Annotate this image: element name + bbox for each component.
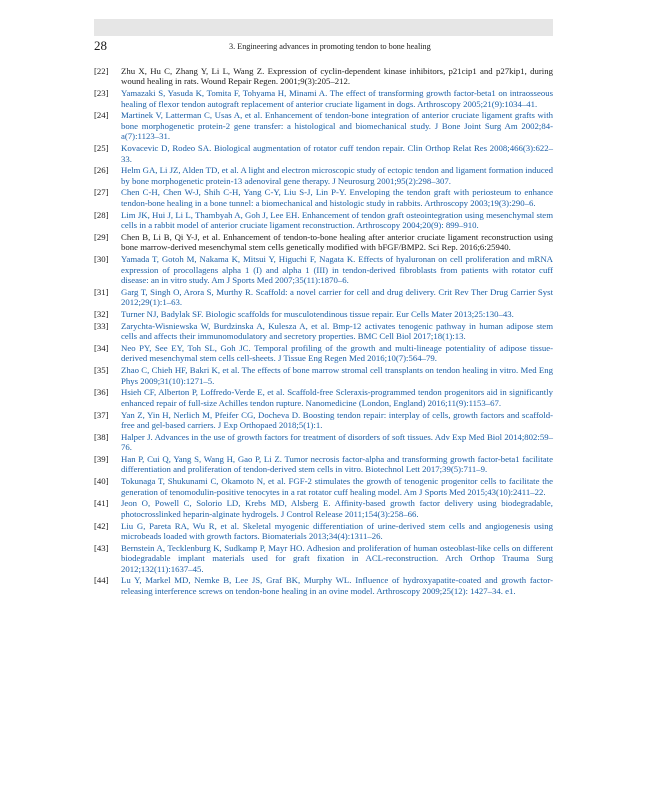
reference-link[interactable]: Tokunaga T, Shukunami C, Okamoto N, et al. FGF-2 stimulates the growth of tenogenic progenitor cells to facilitate the generation of tenomodulin-positive tenocytes in a rat rotator cuff healing model. Am J Sports Med 2015;43(10):2411–22.	[121, 476, 553, 497]
reference-number: [25]	[94, 143, 109, 154]
reference-item	[94, 543, 553, 574]
reference-number: [36]	[94, 387, 109, 398]
reference-text: Chen B, Li B, Qi Y-J, et al. Enhancement of tendon-to-bone healing after anterior cruciate ligament reconstruction using bone marrow-derived mesenchymal stem cells genetically modified with bFGF/BMP2. Sci Rep. 2016;6:25940.	[121, 231, 553, 253]
reference-number: [32]	[94, 308, 109, 319]
reference-number: [30]	[94, 254, 109, 265]
reference-link[interactable]: Hsieh CF, Alberton P, Loffredo-Verde E, et al. Scaffold-free Scleraxis-programmed tendon progenitors aid in significantly enhanced repair of full-size Achilles tendon rupture. Nanomedicine (London, England) 2016;11(9):1153–67.	[121, 387, 553, 408]
reference-number: [22]	[94, 66, 109, 76]
reference-item	[94, 476, 553, 497]
reference-item	[94, 387, 553, 408]
reference-link[interactable]: Halper J. Advances in the use of growth factors for treatment of disorders of soft tissues. Adv Exp Med Biol 2014;802:59–76.	[121, 431, 553, 453]
reference-link[interactable]: Garg T, Singh O, Arora S, Murthy R. Scaffold: a novel carrier for cell and drug delivery. Crit Rev Ther Drug Carrier Syst 2012;29(1):1–63.	[121, 286, 553, 308]
reference-text: Zhu X, Hu C, Zhang Y, Li L, Wang Z. Expression of cyclin-dependent kinase inhibitors, p21cip1 and p27kip1, during wound healing in rats. Wound Repair Regen. 2001;9(3):205–212.	[121, 66, 553, 87]
reference-item	[94, 110, 553, 141]
reference-link[interactable]: Yamada T, Gotoh M, Nakama K, Mitsui Y, Higuchi F, Nagata K. Effects of hyaluronan on cell proliferation and mRNA expression of procollagens alpha 1 (I) and alpha 1 (III) in tendon-derived fibroblasts from patients with rotator cuff disease: an in vitro study. Am J Sports Med 2007;35(11):1870–6.	[121, 254, 553, 285]
reference-item	[94, 365, 553, 386]
reference-item	[94, 187, 553, 208]
reference-number: [37]	[94, 409, 109, 420]
reference-number: [29]	[94, 231, 109, 242]
reference-number: [42]	[94, 520, 109, 531]
reference-number: [38]	[94, 431, 109, 442]
reference-item	[94, 343, 553, 364]
reference-number: [33]	[94, 320, 109, 331]
reference-link[interactable]: Neo PY, See EY, Toh SL, Goh JC. Temporal profiling of the growth and multi-lineage potentiality of adipose tissue-derived mesenchymal stem cells cell-sheets. J Tissue Eng Regen Med 2016;10(7):564–79.	[121, 342, 553, 364]
reference-link[interactable]: Helm GA, Li JZ, Alden TD, et al. A light and electron microscopic study of ectopic tendon and ligament formation induced by bone morphogenetic protein-13 adenoviral gene therapy. J Neurosurg 2001;95(2):298–307.	[121, 165, 553, 186]
running-title: 3. Engineering advances in promoting tendon to bone healing	[229, 42, 431, 51]
reference-link[interactable]: Yamazaki S, Yasuda K, Tomita F, Tohyama H, Minami A. The effect of transforming growth factor-beta1 on intraosseous healing of flexor tendon autograft replacement of anterior cruciate ligament in dogs. Arthroscopy 2005;21(9):1034–41.	[121, 88, 553, 109]
reference-item	[94, 165, 553, 186]
reference-item	[94, 454, 553, 475]
reference-link[interactable]: Turner NJ, Badylak SF. Biologic scaffolds for musculotendinous tissue repair. Eur Cells Mater 2013;25:130–43.	[121, 308, 514, 319]
reference-number: [23]	[94, 88, 109, 99]
reference-list	[94, 66, 553, 598]
reference-link[interactable]: Zarychta-Wisniewska W, Burdzinska A, Kulesza A, et al. Bmp-12 activates tenogenic pathway in human adipose stem cells and affects their immunomodulatory and secretory properties. BMC Cell Biol 2017;18(1):13.	[121, 320, 553, 342]
reference-item	[94, 410, 553, 431]
reference-link[interactable]: Bernstein A, Tecklenburg K, Sudkamp P, Mayr HO. Adhesion and proliferation of human osteoblast-like cells on different biodegradable implant materials used for graft fixation in ACL-reconstruction. Arch Orthop Trauma Surg 2012;132(11):1637–45.	[121, 542, 553, 574]
reference-item	[94, 287, 553, 308]
reference-item	[94, 309, 553, 319]
reference-number: [41]	[94, 498, 109, 509]
reference-number: [26]	[94, 165, 109, 176]
header-bar	[94, 19, 553, 36]
reference-item	[94, 88, 553, 109]
reference-link[interactable]: Liu G, Pareta RA, Wu R, et al. Skeletal myogenic differentiation of urine-derived stem cells and angiogenesis using microbeads loaded with growth factors. Biomaterials 2013;34(4):1311–26.	[121, 520, 553, 541]
reference-number: [40]	[94, 476, 109, 487]
reference-item	[94, 521, 553, 542]
reference-item	[94, 321, 553, 342]
reference-link[interactable]: Jeon O, Powell C, Solorio LD, Krebs MD, Alsberg E. Affinity-based growth factor delivery using biodegradable, photocrosslinked heparin-alginate hydrogels. J Control Release 2011;154(3):258–66.	[121, 498, 553, 519]
page-number: 28	[94, 38, 107, 53]
reference-number: [31]	[94, 286, 109, 297]
reference-link[interactable]: Martinek V, Latterman C, Usas A, et al. Enhancement of tendon-bone integration of anterior cruciate ligament grafts with bone morphogenetic protein-2 gene transfer: a histological and biomechanical study. J Bone Joint Surg Am 2002;84-a(7):1123–31.	[121, 110, 553, 142]
reference-number: [43]	[94, 542, 109, 553]
reference-link[interactable]: Lu Y, Markel MD, Nemke B, Lee JS, Graf BK, Murphy WL. Influence of hydroxyapatite-coated and growth factor-releasing interference screws on tendon-bone healing in an ovine model. Arthroscopy 2009;25(12): 1427–34. e1.	[121, 575, 553, 596]
reference-link[interactable]: Han P, Cui Q, Yang S, Wang H, Gao P, Li Z. Tumor necrosis factor-alpha and transforming growth factor-beta1 facilitate differentiation and proliferation of tendon-derived stem cells in vitro. Biotechnol Lett 2017;39(5):711–9.	[121, 453, 553, 475]
reference-item	[94, 432, 553, 453]
reference-item	[94, 254, 553, 285]
reference-link[interactable]: Kovacevic D, Rodeo SA. Biological augmentation of rotator cuff tendon repair. Clin Orthop Relat Res 2008;466(3):622–33.	[121, 143, 553, 164]
reference-number: [24]	[94, 110, 109, 121]
reference-link[interactable]: Chen C-H, Chen W-J, Shih C-H, Yang C-Y, Liu S-J, Lin P-Y. Enveloping the tendon graft with periosteum to enhance tendon-bone healing in a bone tunnel: a biomechanical and histologic study in rabbits. Arthroscopy 2003;19(3):290–6.	[121, 187, 553, 208]
reference-item	[94, 143, 553, 164]
reference-number: [44]	[94, 575, 109, 586]
reference-number: [34]	[94, 342, 109, 353]
reference-item	[94, 66, 553, 87]
reference-link[interactable]: Lim JK, Hui J, Li L, Thambyah A, Goh J, Lee EH. Enhancement of tendon graft osteointegration using mesenchymal stem cells in a rabbit model of anterior cruciate ligament reconstruction. Arthroscopy 2004;20(9): 899–910.	[121, 209, 553, 231]
reference-number: [27]	[94, 187, 109, 198]
reference-link[interactable]: Yan Z, Yin H, Nerlich M, Pfeifer CG, Docheva D. Boosting tendon repair: interplay of cells, growth factors and scaffold-free and gel-based carriers. J Exp Orthopaed 2018;5(1):1.	[121, 409, 553, 430]
reference-number: [39]	[94, 453, 109, 464]
reference-item	[94, 575, 553, 596]
reference-number: [35]	[94, 365, 109, 376]
reference-item	[94, 498, 553, 519]
reference-number: [28]	[94, 209, 109, 220]
page-header	[94, 38, 553, 56]
reference-item	[94, 210, 553, 231]
reference-item	[94, 232, 553, 253]
reference-link[interactable]: Zhao C, Chieh HF, Bakri K, et al. The effects of bone marrow stromal cell transplants on tendon healing in vitro. Med Eng Phys 2009;31(10):1271–5.	[121, 365, 553, 386]
